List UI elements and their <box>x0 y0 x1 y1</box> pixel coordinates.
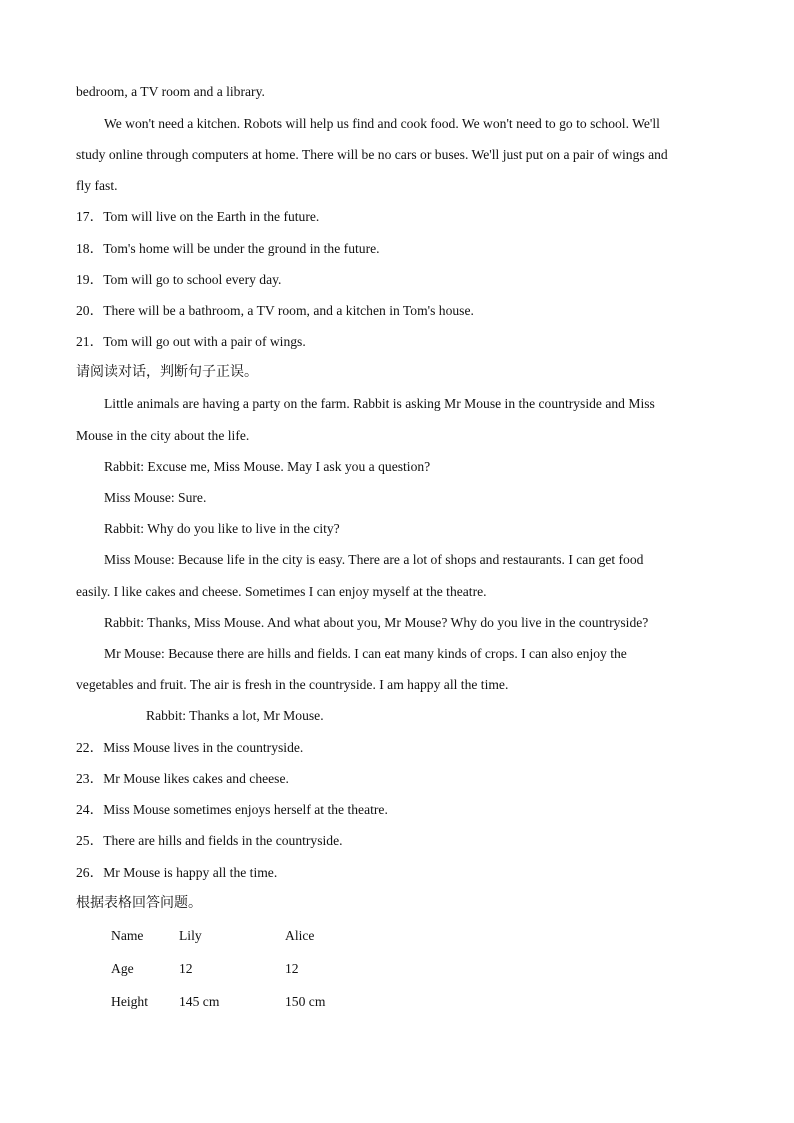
question-text: Miss Mouse lives in the countryside. <box>103 740 304 755</box>
question-number: 18． <box>76 241 104 256</box>
question-item <box>76 865 277 881</box>
question-number: 20． <box>76 303 104 318</box>
dialogue-line: Rabbit: Thanks a lot, Mr Mouse. <box>146 708 324 723</box>
question-text: Tom will go to school every day. <box>103 272 282 287</box>
dialogue-line: vegetables and fruit. The air is fresh in the countryside. I am happy all the time. <box>76 677 509 692</box>
table-header-cell: Name <box>111 928 144 943</box>
dialogue-line: Rabbit: Excuse me, Miss Mouse. May I ask you a question? <box>104 459 431 474</box>
dialogue-line: Miss Mouse: Sure. <box>104 490 207 505</box>
question-text: There will be a bathroom, a TV room, and a kitchen in Tom's house. <box>103 303 474 318</box>
table-cell: 12 <box>285 961 299 976</box>
question-number: 23． <box>76 771 104 786</box>
question-text: Tom's home will be under the ground in the future. <box>103 241 380 256</box>
table-cell: 150 cm <box>285 994 326 1009</box>
question-item <box>76 272 281 288</box>
passage-text: bedroom, a TV room and a library. <box>76 84 265 99</box>
question-number: 22． <box>76 740 104 755</box>
table-cell: 12 <box>179 961 193 976</box>
question-text: Mr Mouse likes cakes and cheese. <box>103 771 289 786</box>
section-heading: 根据表格回答问题。 <box>76 895 202 911</box>
question-number: 21． <box>76 334 104 349</box>
question-text: There are hills and fields in the countryside. <box>103 833 343 848</box>
question-item <box>76 771 289 787</box>
question-text: Mr Mouse is happy all the time. <box>103 865 278 880</box>
question-item <box>76 740 303 756</box>
table-header-cell: Lily <box>179 928 202 943</box>
table-cell: 145 cm <box>179 994 220 1009</box>
question-item <box>76 303 474 319</box>
question-text: Miss Mouse sometimes enjoys herself at the theatre. <box>103 802 388 817</box>
question-item <box>76 334 306 350</box>
question-item <box>76 209 319 225</box>
question-text: Tom will go out with a pair of wings. <box>103 334 306 349</box>
passage-text: fly fast. <box>76 178 118 193</box>
dialogue-line: Mr Mouse: Because there are hills and fields. I can eat many kinds of crops. I can also enjoy the <box>104 646 627 661</box>
question-number: 26． <box>76 865 104 880</box>
table-cell: Height <box>111 994 148 1009</box>
question-number: 19． <box>76 272 104 287</box>
question-text: Tom will live on the Earth in the future. <box>103 209 320 224</box>
passage-text: We won't need a kitchen. Robots will help us find and cook food. We won't need to go to school. We'll <box>104 116 660 131</box>
question-number: 17． <box>76 209 104 224</box>
dialogue-line: Rabbit: Why do you like to live in the city? <box>104 521 340 536</box>
section-heading: 请阅读对话，判断句子正误。 <box>76 364 258 380</box>
passage-text: Little animals are having a party on the farm. Rabbit is asking Mr Mouse in the countryside and Miss <box>104 396 655 411</box>
table-header-cell: Alice <box>285 928 315 943</box>
question-number: 24． <box>76 802 104 817</box>
passage-text: Mouse in the city about the life. <box>76 428 250 443</box>
dialogue-line: Miss Mouse: Because life in the city is easy. There are a lot of shops and restaurants. I can get food <box>104 552 644 567</box>
question-item <box>76 241 380 257</box>
question-number: 25． <box>76 833 104 848</box>
question-item <box>76 802 388 818</box>
table-cell: Age <box>111 961 134 976</box>
passage-text: study online through computers at home. There will be no cars or buses. We'll just put on a pair of wings and <box>76 147 668 162</box>
dialogue-line: Rabbit: Thanks, Miss Mouse. And what about you, Mr Mouse? Why do you live in the countryside? <box>104 615 649 630</box>
dialogue-line: easily. I like cakes and cheese. Sometimes I can enjoy myself at the theatre. <box>76 584 487 599</box>
question-item <box>76 833 343 849</box>
